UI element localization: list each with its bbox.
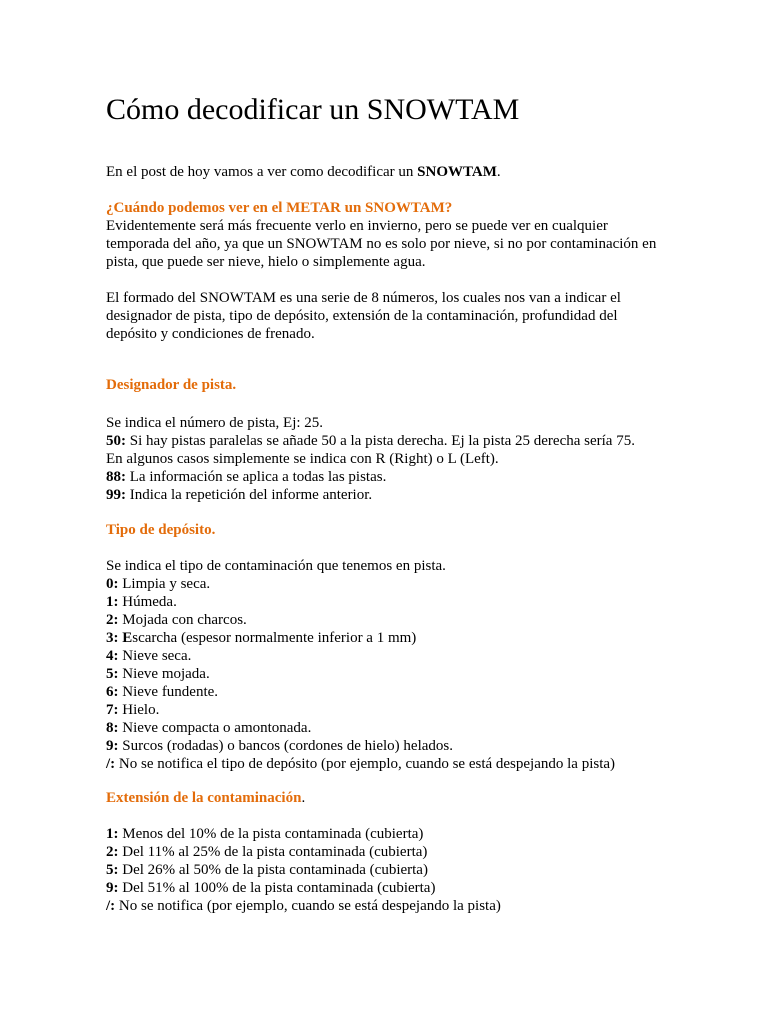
deposit-item (106, 719, 706, 737)
runway-text: Indica la repetición del informe anterior. (126, 487, 373, 503)
deposit-section (106, 557, 706, 773)
format-paragraph (106, 289, 706, 343)
runway-code: 50: (106, 433, 126, 449)
deposit-text: No se notifica el tipo de depósito (por ejemplo, cuando se está despejando la pista) (115, 756, 616, 772)
q1-section (106, 199, 706, 271)
deposit-code: 4: (106, 648, 119, 664)
extent-code: 2: (106, 844, 119, 860)
intro-bold: SNOWTAM (417, 164, 497, 180)
extent-text: Del 51% al 100% de la pista contaminada (cubierta) (118, 880, 436, 896)
q1-line: temporada del año, ya que un SNOWTAM no es solo por nieve, si no por contaminación en (106, 236, 657, 252)
deposit-code: 6: (106, 684, 119, 700)
extent-item (106, 879, 706, 897)
runway-section (106, 414, 706, 504)
page-title: Cómo decodificar un SNOWTAM (106, 93, 520, 126)
extent-text: Menos del 10% de la pista contaminada (cubierta) (118, 826, 424, 842)
extent-item (106, 843, 706, 861)
deposit-item (106, 629, 706, 647)
q1-heading: ¿Cuándo podemos ver en el METAR un SNOWTAM? (106, 200, 453, 216)
deposit-code: 5: (106, 666, 119, 682)
q1-line: Evidentemente será más frecuente verlo en invierno, pero se puede ver en cualquier (106, 218, 608, 234)
deposit-code: /: (106, 756, 116, 772)
runway-text: En algunos casos simplemente se indica con R (Right) o L (Left). (106, 451, 499, 467)
runway-code: 88: (106, 469, 126, 485)
deposit-code: 8: (106, 720, 119, 736)
deposit-code: 2: (106, 612, 119, 628)
extent-code: /: (106, 898, 116, 914)
deposit-heading: Tipo de depósito. (106, 522, 216, 538)
extent-item (106, 897, 706, 915)
extent-text: No se notifica (por ejemplo, cuando se está despejando la pista) (115, 898, 501, 914)
extent-text: Del 11% al 25% de la pista contaminada (cubierta) (118, 844, 428, 860)
extent-item (106, 825, 706, 843)
intro-suffix: . (496, 164, 501, 180)
deposit-text: Nieve fundente. (118, 684, 219, 700)
deposit-item (106, 755, 706, 773)
runway-item (106, 450, 706, 468)
format-line: designador de pista, tipo de depósito, extensión de la contaminación, profundidad del (106, 308, 618, 324)
extent-heading-suffix: . (301, 790, 306, 806)
deposit-item (106, 611, 706, 629)
extent-item (106, 861, 706, 879)
extent-code: 5: (106, 862, 119, 878)
format-line: El formado del SNOWTAM es una serie de 8 números, los cuales nos van a indicar el (106, 290, 621, 306)
deposit-text: Surcos (rodadas) o bancos (cordones de hielo) helados. (118, 738, 453, 754)
q1-line: pista, que puede ser nieve, hielo o simplemente agua. (106, 254, 426, 270)
deposit-text: Húmeda. (118, 594, 177, 610)
format-line: depósito y condiciones de frenado. (106, 326, 315, 342)
deposit-text: Limpia y seca. (118, 576, 211, 592)
deposit-text: Nieve mojada. (118, 666, 210, 682)
deposit-code: 9: (106, 738, 119, 754)
extent-text: Del 26% al 50% de la pista contaminada (cubierta) (118, 862, 428, 878)
extent-section (106, 825, 706, 915)
deposit-item (106, 701, 706, 719)
deposit-intro: Se indica el tipo de contaminación que tenemos en pista. (106, 558, 446, 574)
deposit-text: Nieve seca. (118, 648, 192, 664)
deposit-text: Hielo. (118, 702, 160, 718)
deposit-text: Nieve compacta o amontonada. (118, 720, 312, 736)
extent-code: 9: (106, 880, 119, 896)
runway-item (106, 432, 706, 450)
runway-item (106, 486, 706, 504)
deposit-text: scarcha (espesor normalmente inferior a 1 mm) (132, 630, 417, 646)
runway-text: La información se aplica a todas las pistas. (126, 469, 387, 485)
deposit-code: 3: E (106, 630, 133, 646)
deposit-item (106, 575, 706, 593)
extent-heading-block (106, 789, 706, 807)
intro-paragraph (106, 163, 706, 181)
intro-text: En el post de hoy vamos a ver como decodificar un (106, 164, 418, 180)
deposit-item (106, 593, 706, 611)
deposit-code: 7: (106, 702, 119, 718)
deposit-code: 1: (106, 594, 119, 610)
deposit-item (106, 737, 706, 755)
deposit-text: Mojada con charcos. (118, 612, 247, 628)
deposit-item (106, 647, 706, 665)
deposit-item (106, 665, 706, 683)
extent-heading: Extensión de la contaminación (106, 790, 302, 806)
runway-item (106, 468, 706, 486)
extent-code: 1: (106, 826, 119, 842)
runway-text: Si hay pistas paralelas se añade 50 a la pista derecha. Ej la pista 25 derecha sería 75. (126, 433, 635, 449)
deposit-item (106, 683, 706, 701)
runway-code: 99: (106, 487, 126, 503)
deposit-heading-block (106, 521, 706, 539)
runway-intro: Se indica el número de pista, Ej: 25. (106, 415, 324, 431)
runway-heading-block (106, 376, 706, 394)
deposit-code: 0: (106, 576, 119, 592)
runway-heading: Designador de pista. (106, 377, 237, 393)
